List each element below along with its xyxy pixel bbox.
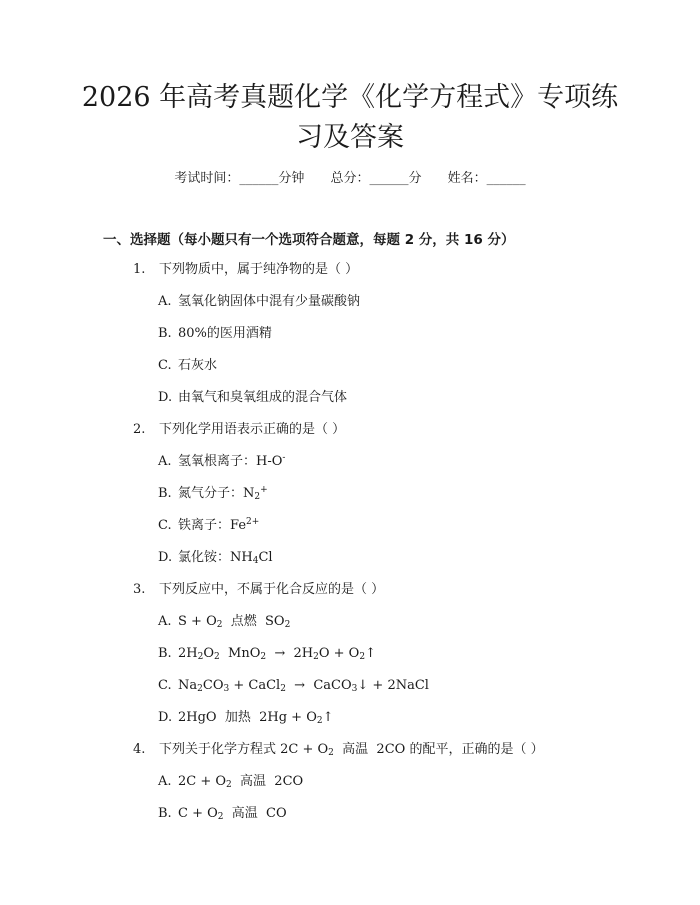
subscript: 2 bbox=[216, 620, 223, 630]
question-1-option-a[interactable]: A. 氢氧化钠固体中混有少量碳酸钠 bbox=[158, 294, 361, 309]
equation-part: 高温 2CO bbox=[231, 774, 304, 789]
equation-part: S + O bbox=[178, 614, 217, 629]
subscript: 3 bbox=[351, 684, 358, 694]
question-number: 4. bbox=[133, 742, 146, 757]
equation-part: C + O bbox=[178, 806, 218, 821]
subscript: 2 bbox=[197, 652, 204, 662]
equation-part: 2H bbox=[178, 646, 198, 661]
equation-part: 高温 CO bbox=[223, 806, 287, 821]
total-score-field[interactable]: 总分：______分 bbox=[330, 171, 422, 186]
question-number: 3. bbox=[133, 582, 146, 597]
question-stem: 下列物质中，属于纯净物的是（ ） bbox=[159, 262, 359, 277]
option-text: 80%的医用酒精 bbox=[178, 326, 272, 341]
subscript: 2 bbox=[254, 492, 261, 502]
gas-arrow-icon: ↑ bbox=[322, 710, 334, 725]
option-text: 铁离子： bbox=[178, 518, 231, 533]
question-2-option-c[interactable]: C. 铁离子：$Fe^{2+}$ bbox=[158, 517, 260, 533]
chemical-formula: NH bbox=[230, 550, 253, 565]
title-line-2: 习及答案 bbox=[296, 122, 404, 153]
subscript: 2 bbox=[316, 716, 323, 726]
charge-superscript: + bbox=[260, 485, 268, 495]
chemical-formula: Fe bbox=[230, 518, 247, 533]
gas-arrow-icon: ↑ bbox=[365, 646, 376, 661]
question-number: 1. bbox=[133, 262, 146, 277]
charge-superscript: 2+ bbox=[246, 517, 260, 527]
equation-part: ↓ + 2NaCl bbox=[357, 678, 429, 693]
subscript: 3 bbox=[223, 684, 230, 694]
exam-time-field[interactable]: 考试时间：______分钟 bbox=[174, 171, 305, 186]
question-stem: 下列化学用语表示正确的是（ ） bbox=[159, 422, 346, 437]
chemical-formula: Cl bbox=[258, 550, 273, 565]
equation-part: CO bbox=[202, 678, 224, 693]
charge-superscript: - bbox=[282, 453, 286, 463]
question-1-option-c[interactable]: C. 石灰水 bbox=[158, 358, 218, 373]
question-3-option-c[interactable]: C. $Na_2CO_3$ + CaCl$_2$ → CaCO$_3$↓ + 2NaCl bbox=[158, 678, 429, 694]
subscript: 2 bbox=[226, 780, 232, 790]
subscript: 2 bbox=[359, 652, 366, 662]
equation-part: 2HgO 加热 2Hg + O bbox=[178, 710, 317, 725]
question-1-option-b[interactable]: B. 80%的医用酒精 bbox=[158, 326, 272, 341]
exam-meta bbox=[0, 170, 700, 188]
question-1-option-d[interactable]: D. 由氧气和臭氧组成的混合气体 bbox=[158, 390, 348, 405]
option-text: 氢氧根离子： bbox=[178, 454, 257, 469]
question-1 bbox=[133, 261, 358, 279]
subscript: 4 bbox=[252, 556, 259, 566]
question-3-option-a[interactable]: A. $S + O_2$ 点燃 $SO_2$ bbox=[158, 614, 291, 630]
question-stem: 下列反应中，不属于化合反应的是（ ） bbox=[159, 582, 385, 597]
equation-part: → 2H bbox=[266, 646, 314, 661]
student-name-field[interactable]: 姓名：______ bbox=[447, 171, 526, 186]
question-2 bbox=[133, 421, 345, 439]
section-heading-choice: 一、选择题（每小题只有一个选项符合题意，每题 2 分，共 16 分） bbox=[103, 232, 515, 248]
subscript: 2 bbox=[328, 748, 334, 758]
option-text: 氯化铵： bbox=[178, 550, 231, 565]
subscript: 2 bbox=[214, 652, 220, 662]
question-4-option-b[interactable]: B. $C + O_2$ 高温 CO bbox=[158, 806, 287, 822]
question-stem: 下列关于化学方程式 2C + O bbox=[159, 742, 329, 757]
subscript: 2 bbox=[260, 652, 267, 662]
catalyst-label: MnO bbox=[219, 646, 261, 661]
subscript: 2 bbox=[313, 652, 319, 662]
equation-part: O bbox=[203, 646, 215, 661]
subscript: 2 bbox=[217, 812, 224, 822]
equation-part: 2C + O bbox=[178, 774, 227, 789]
question-3-option-b[interactable]: B. $2H_2O_2$ $MnO_2 \to 2H_2O$ + $O_2↑$ bbox=[158, 646, 376, 662]
option-text: 由氧气和臭氧组成的混合气体 bbox=[178, 390, 348, 405]
chemical-formula: N bbox=[243, 486, 255, 501]
subscript: 2 bbox=[280, 684, 286, 694]
question-2-option-a[interactable]: A. 氢氧根离子：H-O- bbox=[158, 453, 286, 469]
question-stem: 高温 2CO 的配平，正确的是（ ） bbox=[333, 742, 544, 757]
equation-part: 点燃 SO bbox=[222, 614, 285, 629]
title-line-1: 2026 年高考真题化学《化学方程式》专项练 bbox=[81, 82, 619, 113]
question-2-option-d[interactable]: D. 氯化铵：$NH_4Cl$ bbox=[158, 550, 273, 566]
page-title bbox=[60, 78, 640, 158]
option-text: 石灰水 bbox=[178, 358, 218, 373]
equation-part: Na bbox=[178, 678, 198, 693]
question-2-option-b[interactable]: B. 氮气分子：$N_2^+$ bbox=[158, 485, 268, 502]
chemical-formula: H-O bbox=[256, 454, 283, 469]
equation-part: + CaCl bbox=[229, 678, 281, 693]
option-text: 氢氧化钠固体中混有少量碳酸钠 bbox=[178, 294, 361, 309]
question-3 bbox=[133, 581, 384, 599]
option-text: 氮气分子： bbox=[178, 486, 244, 501]
question-4 bbox=[133, 741, 544, 759]
question-3-option-d[interactable]: D. 2HgO 加热 $2Hg + O_2↑$ bbox=[158, 710, 334, 726]
subscript: 2 bbox=[197, 684, 203, 694]
question-number: 2. bbox=[133, 422, 146, 437]
subscript: 2 bbox=[284, 620, 291, 630]
equation-part: O + O bbox=[318, 646, 360, 661]
question-4-option-a[interactable]: A. $2C + O_2$ 高温 2CO bbox=[158, 774, 304, 790]
equation-part: → CaCO bbox=[285, 678, 352, 693]
